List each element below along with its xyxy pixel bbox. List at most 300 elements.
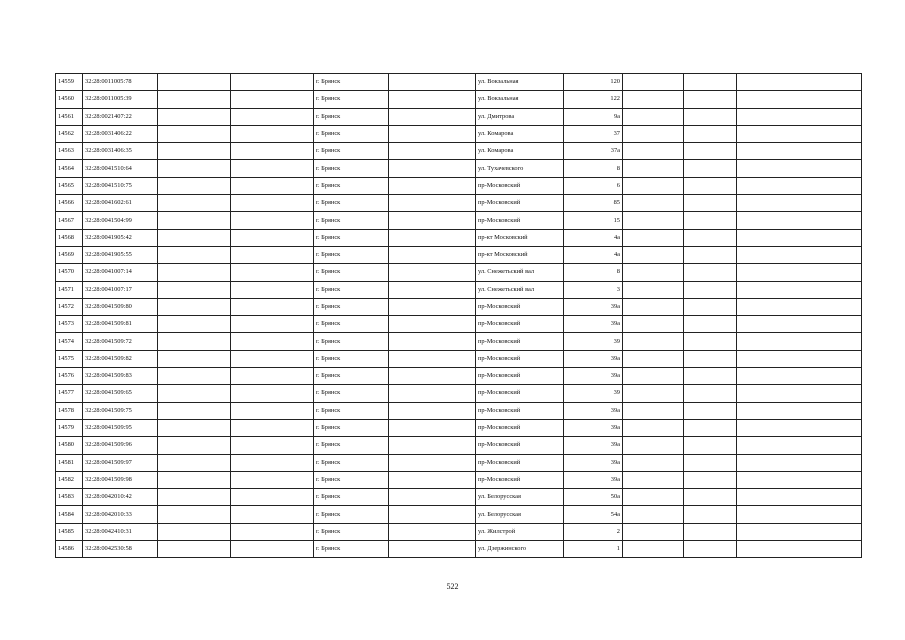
col-9-cell [623,385,684,402]
street-cell: ул. Дзержинского [476,541,564,558]
house-number-cell: 37а [564,143,623,160]
col-11-cell [737,368,862,385]
table-row [56,264,862,281]
city-cell: г. Брянск [314,385,389,402]
col-6-cell [389,402,476,419]
col-9-cell [623,160,684,177]
col-10-cell [684,471,737,488]
col-6-cell [389,454,476,471]
table-row [56,437,862,454]
col-10-cell [684,212,737,229]
cadastral-number-cell: 32:28:0041509:83 [83,368,158,385]
row-number-cell: 14585 [56,523,83,540]
col-6-cell [389,177,476,194]
city-cell: г. Брянск [314,489,389,506]
row-number-cell: 14574 [56,333,83,350]
col-11-cell [737,471,862,488]
cadastral-number-cell: 32:28:0042410:31 [83,523,158,540]
cadastral-number-cell: 32:28:0042010:42 [83,489,158,506]
city-cell: г. Брянск [314,91,389,108]
street-cell: пр-Московский [476,454,564,471]
table-row [56,506,862,523]
col-3-cell [158,264,231,281]
col-3-cell [158,125,231,142]
street-cell: ул. Тухачевского [476,160,564,177]
col-9-cell [623,195,684,212]
col-10-cell [684,523,737,540]
col-11-cell [737,177,862,194]
street-cell: ул. Снежетьский вал [476,264,564,281]
cadastral-number-cell: 32:28:0041509:97 [83,454,158,471]
col-9-cell [623,506,684,523]
col-10-cell [684,333,737,350]
col-6-cell [389,368,476,385]
table-row [56,385,862,402]
col-10-cell [684,541,737,558]
table-row [56,368,862,385]
row-number-cell: 14583 [56,489,83,506]
col-4-cell [231,419,314,436]
table-row [56,541,862,558]
col-4-cell [231,298,314,315]
cadastral-number-cell: 32:28:0041007:14 [83,264,158,281]
table-row [56,489,862,506]
col-9-cell [623,281,684,298]
col-4-cell [231,246,314,263]
row-number-cell: 14570 [56,264,83,281]
city-cell: г. Брянск [314,454,389,471]
col-6-cell [389,246,476,263]
row-number-cell: 14563 [56,143,83,160]
row-number-cell: 14581 [56,454,83,471]
col-11-cell [737,316,862,333]
col-10-cell [684,160,737,177]
house-number-cell: 1 [564,541,623,558]
house-number-cell: 39а [564,402,623,419]
col-10-cell [684,385,737,402]
row-number-cell: 14580 [56,437,83,454]
house-number-cell: 39 [564,333,623,350]
cadastral-number-cell: 32:28:0041509:65 [83,385,158,402]
col-6-cell [389,506,476,523]
city-cell: г. Брянск [314,541,389,558]
col-3-cell [158,350,231,367]
table-row [56,125,862,142]
col-4-cell [231,506,314,523]
col-11-cell [737,264,862,281]
table-row [56,298,862,315]
city-cell: г. Брянск [314,523,389,540]
city-cell: г. Брянск [314,437,389,454]
col-3-cell [158,246,231,263]
col-9-cell [623,437,684,454]
house-number-cell: 4а [564,246,623,263]
col-9-cell [623,91,684,108]
col-3-cell [158,74,231,91]
street-cell: пр-Московский [476,298,564,315]
street-cell: ул. Комарова [476,125,564,142]
col-3-cell [158,385,231,402]
cadastral-number-cell: 32:28:0011005:39 [83,91,158,108]
row-number-cell: 14575 [56,350,83,367]
street-cell: пр-Московский [476,419,564,436]
col-6-cell [389,281,476,298]
col-6-cell [389,419,476,436]
city-cell: г. Брянск [314,246,389,263]
col-6-cell [389,298,476,315]
col-11-cell [737,298,862,315]
cadastral-number-cell: 32:28:0041509:96 [83,437,158,454]
table-row [56,419,862,436]
col-4-cell [231,125,314,142]
house-number-cell: 39а [564,298,623,315]
city-cell: г. Брянск [314,212,389,229]
cadastral-number-cell: 32:28:0041905:55 [83,246,158,263]
table-row [56,281,862,298]
city-cell: г. Брянск [314,281,389,298]
row-number-cell: 14565 [56,177,83,194]
col-10-cell [684,195,737,212]
cadastral-number-cell: 32:28:0041007:17 [83,281,158,298]
col-11-cell [737,541,862,558]
col-9-cell [623,177,684,194]
col-4-cell [231,385,314,402]
col-10-cell [684,125,737,142]
col-10-cell [684,437,737,454]
table-row [56,177,862,194]
city-cell: г. Брянск [314,108,389,125]
col-10-cell [684,402,737,419]
street-cell: ул. Жилстрой [476,523,564,540]
street-cell: ул. Вокзальная [476,74,564,91]
col-11-cell [737,74,862,91]
col-9-cell [623,298,684,315]
city-cell: г. Брянск [314,143,389,160]
col-10-cell [684,316,737,333]
col-10-cell [684,506,737,523]
col-3-cell [158,229,231,246]
col-11-cell [737,212,862,229]
col-3-cell [158,212,231,229]
house-number-cell: 6 [564,177,623,194]
city-cell: г. Брянск [314,177,389,194]
col-10-cell [684,419,737,436]
col-3-cell [158,177,231,194]
col-10-cell [684,281,737,298]
col-9-cell [623,125,684,142]
house-number-cell: 39а [564,437,623,454]
col-3-cell [158,368,231,385]
col-3-cell [158,454,231,471]
col-6-cell [389,350,476,367]
cadastral-number-cell: 32:28:0041509:82 [83,350,158,367]
street-cell: пр-Московский [476,212,564,229]
cadastral-number-cell: 32:28:0041504:99 [83,212,158,229]
col-6-cell [389,160,476,177]
cadastral-number-cell: 32:28:0041509:80 [83,298,158,315]
col-4-cell [231,316,314,333]
col-9-cell [623,523,684,540]
city-cell: г. Брянск [314,506,389,523]
table-row [56,108,862,125]
col-6-cell [389,229,476,246]
col-9-cell [623,212,684,229]
col-4-cell [231,350,314,367]
col-3-cell [158,160,231,177]
table-row [56,471,862,488]
col-11-cell [737,385,862,402]
col-11-cell [737,402,862,419]
table-row [56,316,862,333]
street-cell: пр-Московский [476,385,564,402]
col-11-cell [737,454,862,471]
city-cell: г. Брянск [314,350,389,367]
house-number-cell: 8 [564,160,623,177]
house-number-cell: 4а [564,229,623,246]
street-cell: пр-Московский [476,471,564,488]
house-number-cell: 39а [564,419,623,436]
col-3-cell [158,298,231,315]
col-11-cell [737,160,862,177]
col-6-cell [389,333,476,350]
house-number-cell: 9а [564,108,623,125]
col-6-cell [389,143,476,160]
house-number-cell: 39а [564,368,623,385]
col-11-cell [737,195,862,212]
col-11-cell [737,489,862,506]
row-number-cell: 14571 [56,281,83,298]
col-3-cell [158,281,231,298]
cadastral-number-cell: 32:28:0041509:95 [83,419,158,436]
house-number-cell: 15 [564,212,623,229]
cadastral-number-cell: 32:28:0041509:98 [83,471,158,488]
col-4-cell [231,212,314,229]
city-cell: г. Брянск [314,471,389,488]
cadastral-number-cell: 32:28:0041509:75 [83,402,158,419]
col-6-cell [389,264,476,281]
col-6-cell [389,541,476,558]
table-row [56,229,862,246]
table-row [56,523,862,540]
col-3-cell [158,316,231,333]
city-cell: г. Брянск [314,316,389,333]
col-11-cell [737,143,862,160]
row-number-cell: 14572 [56,298,83,315]
street-cell: пр-Московский [476,333,564,350]
col-11-cell [737,246,862,263]
col-10-cell [684,74,737,91]
house-number-cell: 39а [564,350,623,367]
table-row [56,333,862,350]
col-6-cell [389,316,476,333]
col-4-cell [231,281,314,298]
row-number-cell: 14561 [56,108,83,125]
cadastral-number-cell: 32:28:0041602:61 [83,195,158,212]
col-4-cell [231,523,314,540]
table-row [56,195,862,212]
col-10-cell [684,298,737,315]
col-9-cell [623,264,684,281]
col-10-cell [684,454,737,471]
col-3-cell [158,108,231,125]
col-3-cell [158,419,231,436]
col-11-cell [737,333,862,350]
col-3-cell [158,143,231,160]
table-row [56,160,862,177]
table-row [56,212,862,229]
row-number-cell: 14586 [56,541,83,558]
col-3-cell [158,523,231,540]
col-10-cell [684,246,737,263]
col-9-cell [623,74,684,91]
col-6-cell [389,74,476,91]
col-6-cell [389,437,476,454]
cadastral-number-cell: 32:28:0042530:58 [83,541,158,558]
col-10-cell [684,91,737,108]
city-cell: г. Брянск [314,195,389,212]
street-cell: ул. Снежетьский вал [476,281,564,298]
table-row [56,402,862,419]
row-number-cell: 14569 [56,246,83,263]
row-number-cell: 14567 [56,212,83,229]
street-cell: пр-Московский [476,177,564,194]
col-4-cell [231,368,314,385]
row-number-cell: 14576 [56,368,83,385]
house-number-cell: 37 [564,125,623,142]
table-row [56,143,862,160]
street-cell: пр-Московский [476,437,564,454]
col-10-cell [684,489,737,506]
col-11-cell [737,91,862,108]
col-6-cell [389,385,476,402]
col-11-cell [737,437,862,454]
table-row [56,74,862,91]
col-9-cell [623,471,684,488]
city-cell: г. Брянск [314,298,389,315]
house-number-cell: 39а [564,454,623,471]
row-number-cell: 14579 [56,419,83,436]
col-6-cell [389,212,476,229]
row-number-cell: 14562 [56,125,83,142]
cadastral-number-cell: 32:28:0011005:78 [83,74,158,91]
house-number-cell: 54а [564,506,623,523]
col-3-cell [158,506,231,523]
col-9-cell [623,143,684,160]
col-3-cell [158,471,231,488]
col-10-cell [684,108,737,125]
col-9-cell [623,333,684,350]
col-3-cell [158,402,231,419]
street-cell: пр-Московский [476,402,564,419]
col-6-cell [389,91,476,108]
house-number-cell: 39а [564,316,623,333]
col-9-cell [623,419,684,436]
street-cell: пр-Московский [476,316,564,333]
city-cell: г. Брянск [314,264,389,281]
col-11-cell [737,281,862,298]
col-4-cell [231,471,314,488]
col-9-cell [623,246,684,263]
street-cell: ул. Дмитрова [476,108,564,125]
col-6-cell [389,523,476,540]
row-number-cell: 14578 [56,402,83,419]
col-4-cell [231,402,314,419]
row-number-cell: 14577 [56,385,83,402]
house-number-cell: 2 [564,523,623,540]
table-row [56,246,862,263]
cadastral-number-cell: 32:28:0041509:81 [83,316,158,333]
cadastral-number-cell: 32:28:0031406:35 [83,143,158,160]
col-9-cell [623,489,684,506]
row-number-cell: 14564 [56,160,83,177]
col-4-cell [231,160,314,177]
street-cell: ул. Комарова [476,143,564,160]
street-cell: ул. Вокзальная [476,91,564,108]
col-10-cell [684,177,737,194]
row-number-cell: 14582 [56,471,83,488]
table-row [56,454,862,471]
col-4-cell [231,437,314,454]
col-4-cell [231,541,314,558]
street-cell: ул. Белорусская [476,506,564,523]
row-number-cell: 14573 [56,316,83,333]
street-cell: пр-кт Московский [476,229,564,246]
house-number-cell: 85 [564,195,623,212]
col-9-cell [623,368,684,385]
house-number-cell: 120 [564,74,623,91]
house-number-cell: 3 [564,281,623,298]
house-number-cell: 39а [564,471,623,488]
row-number-cell: 14584 [56,506,83,523]
cadastral-number-cell: 32:28:0041905:42 [83,229,158,246]
city-cell: г. Брянск [314,125,389,142]
col-6-cell [389,125,476,142]
city-cell: г. Брянск [314,229,389,246]
cadastral-number-cell: 32:28:0041509:72 [83,333,158,350]
cadastral-number-cell: 32:28:0021407:22 [83,108,158,125]
col-4-cell [231,195,314,212]
house-number-cell: 122 [564,91,623,108]
col-3-cell [158,333,231,350]
col-4-cell [231,454,314,471]
col-4-cell [231,333,314,350]
cadastral-number-cell: 32:28:0031406:22 [83,125,158,142]
col-6-cell [389,489,476,506]
col-11-cell [737,125,862,142]
cadastral-number-cell: 32:28:0042010:33 [83,506,158,523]
cadastral-number-cell: 32:28:0041510:75 [83,177,158,194]
col-4-cell [231,489,314,506]
street-cell: пр-Московский [476,350,564,367]
col-6-cell [389,195,476,212]
col-4-cell [231,177,314,194]
house-number-cell: 39 [564,385,623,402]
col-4-cell [231,264,314,281]
col-10-cell [684,229,737,246]
col-10-cell [684,264,737,281]
col-11-cell [737,506,862,523]
col-10-cell [684,350,737,367]
col-6-cell [389,471,476,488]
city-cell: г. Брянск [314,74,389,91]
col-11-cell [737,523,862,540]
table-row [56,91,862,108]
col-3-cell [158,91,231,108]
street-cell: пр-Московский [476,368,564,385]
street-cell: пр-Московский [476,195,564,212]
col-4-cell [231,108,314,125]
col-11-cell [737,350,862,367]
